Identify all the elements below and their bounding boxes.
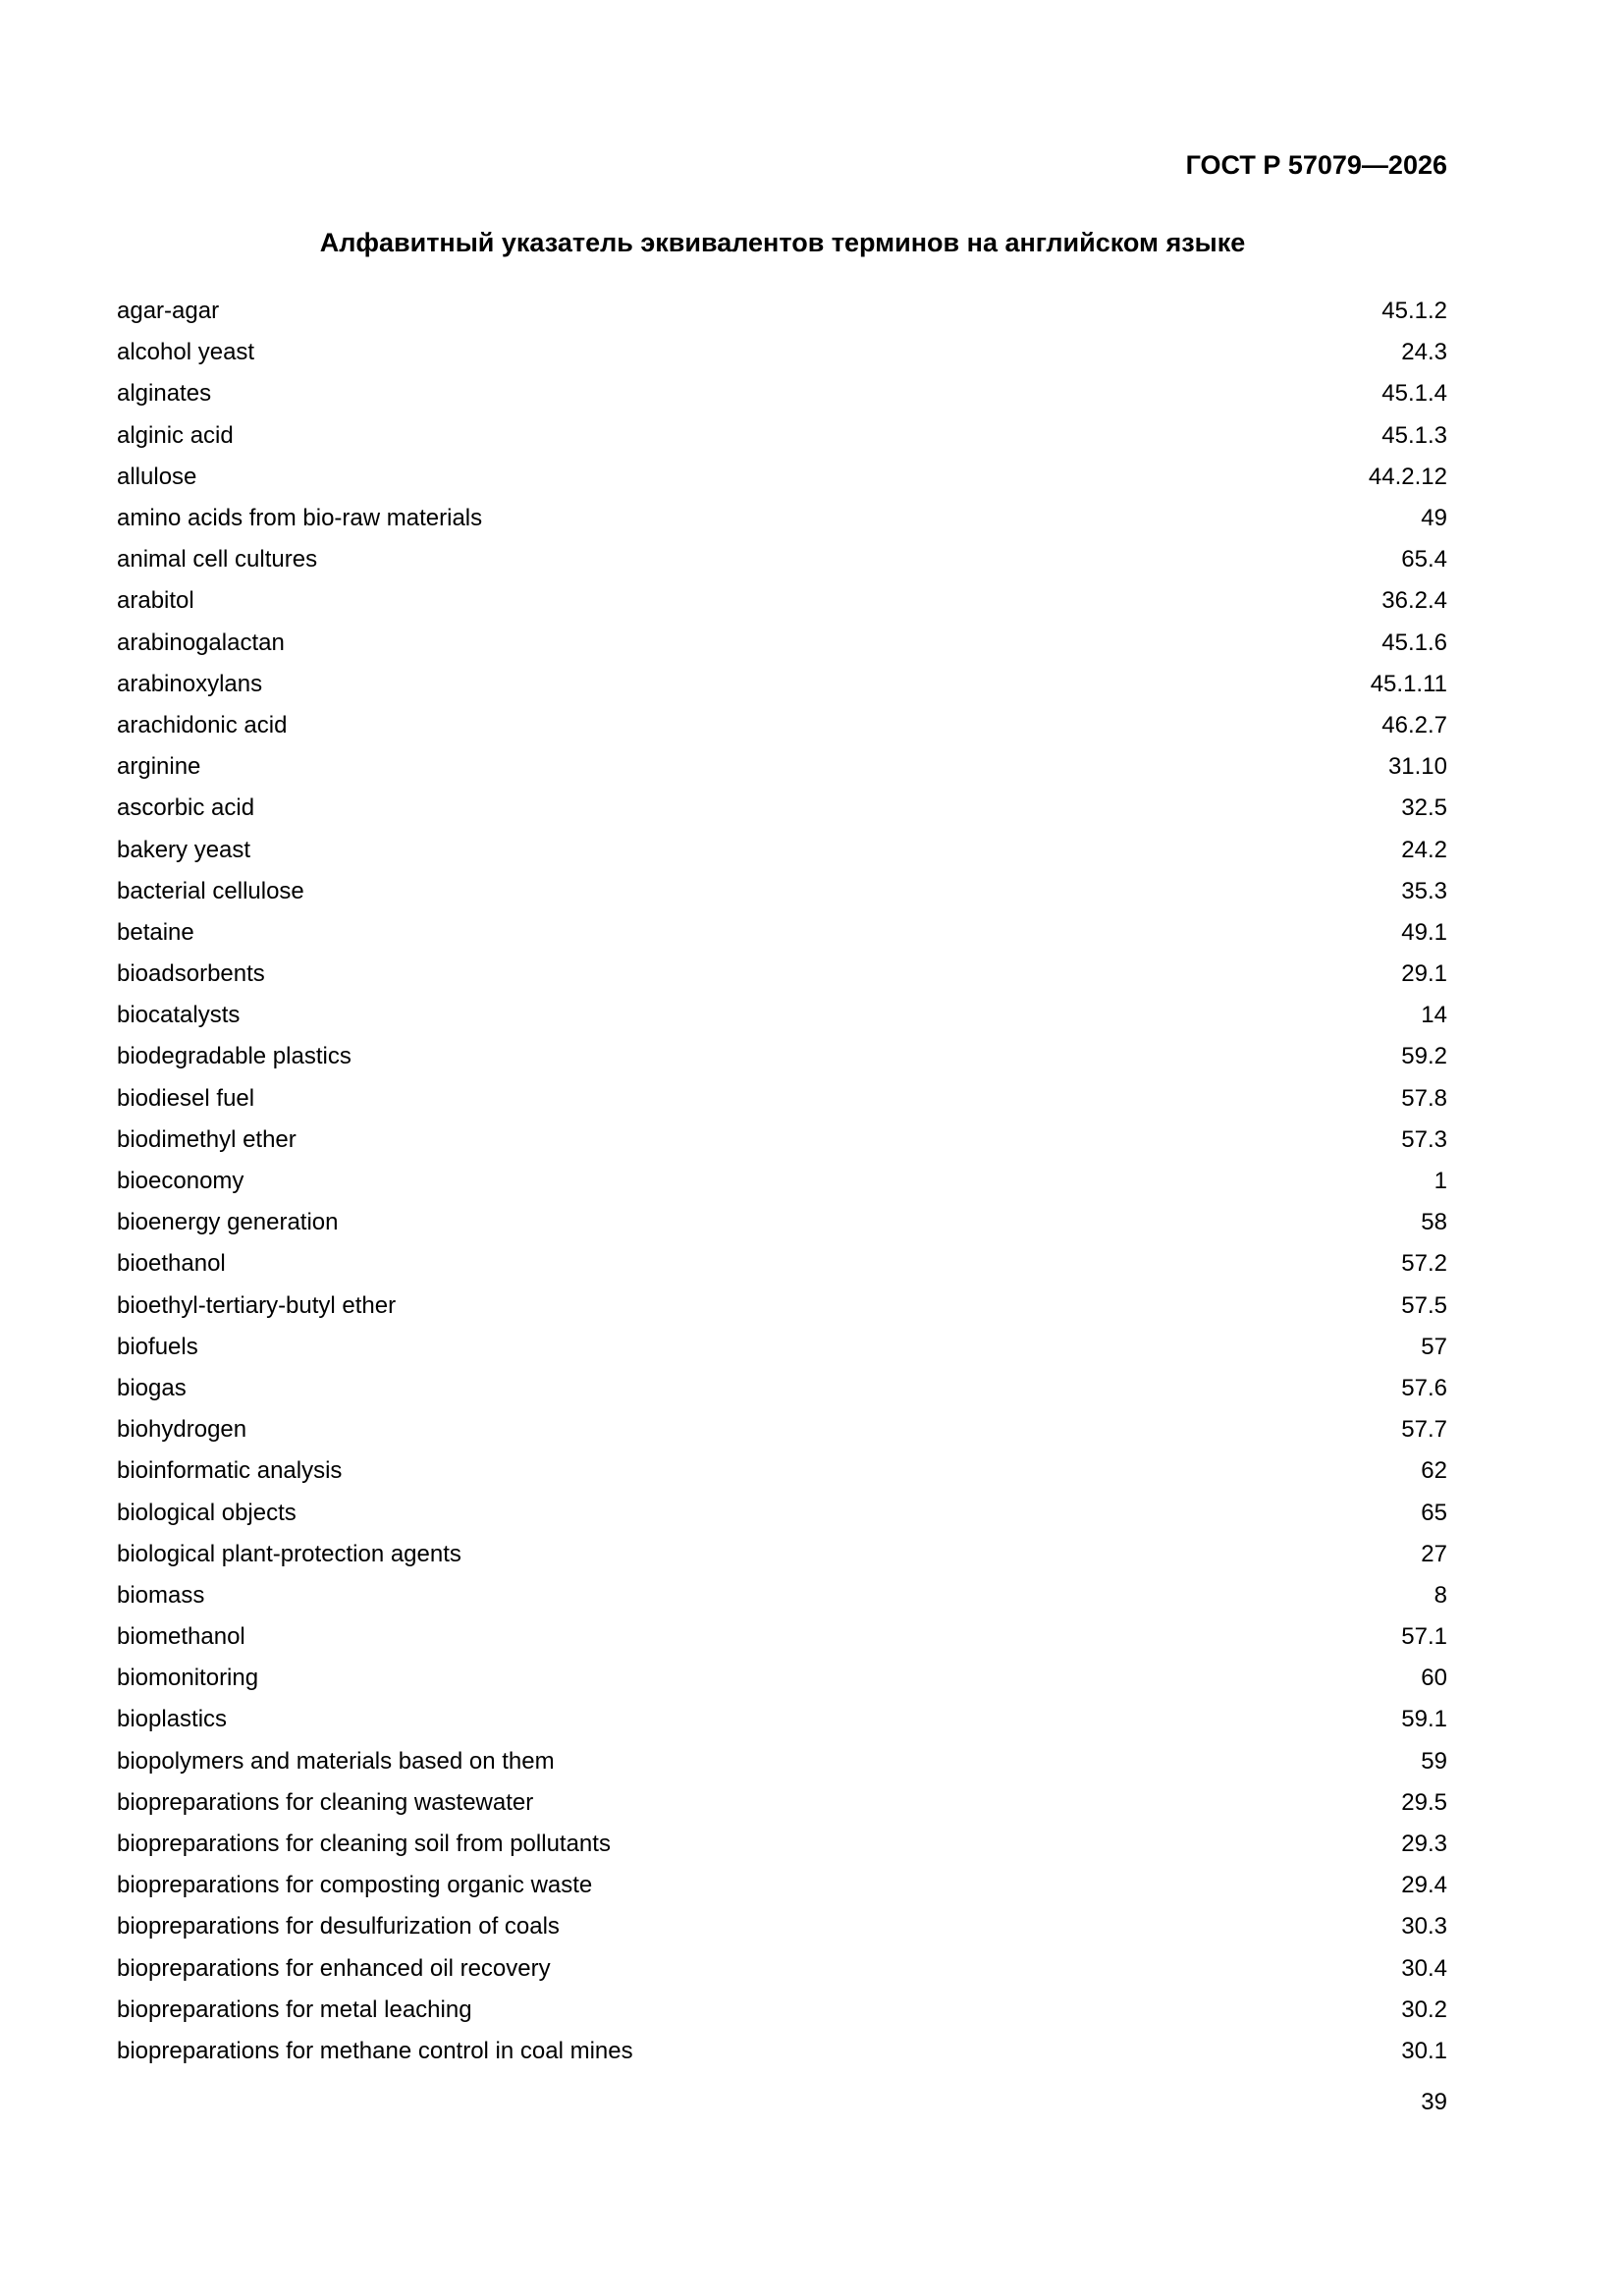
entry-reference: 30.2: [1401, 1995, 1447, 2023]
index-entry: [117, 1327, 1447, 1368]
entry-reference: 59.2: [1401, 1043, 1447, 1070]
index-entry-list: [117, 291, 1447, 2072]
entry-term: alginic acid: [117, 421, 234, 449]
entry-reference: 29.5: [1401, 1788, 1447, 1816]
entry-reference: 32.5: [1401, 794, 1447, 822]
entry-reference: 57.6: [1401, 1374, 1447, 1401]
index-entry: [117, 623, 1447, 664]
index-entry: [117, 664, 1447, 705]
index-entry: [117, 1741, 1447, 1782]
index-entry: [117, 332, 1447, 373]
entry-reference: 62: [1421, 1457, 1447, 1485]
entry-term: biopreparations for cleaning wastewater: [117, 1788, 534, 1816]
entry-term: arabinoxylans: [117, 670, 263, 697]
index-entry: [117, 912, 1447, 954]
entry-term: bacterial cellulose: [117, 877, 304, 904]
entry-term: ascorbic acid: [117, 794, 255, 822]
entry-term: biopreparations for methane control in coal mines: [117, 2037, 633, 2064]
entry-reference: 57.7: [1401, 1416, 1447, 1444]
entry-reference: 29.1: [1401, 960, 1447, 988]
page-number: 39: [1421, 2089, 1447, 2115]
entry-reference: 46.2.7: [1381, 711, 1447, 738]
entry-term: biopreparations for cleaning soil from pollutants: [117, 1831, 611, 1858]
entry-term: biomass: [117, 1581, 205, 1609]
index-entry: [117, 1285, 1447, 1327]
entry-reference: 58: [1421, 1209, 1447, 1236]
entry-term: biohydrogen: [117, 1416, 247, 1444]
entry-term: animal cell cultures: [117, 546, 318, 574]
document-code: ГОСТ Р 57079—2026: [1185, 150, 1447, 180]
entry-term: allulose: [117, 463, 197, 490]
entry-reference: 24.3: [1401, 339, 1447, 366]
index-entry: [117, 580, 1447, 622]
entry-term: biopreparations for metal leaching: [117, 1995, 472, 2023]
entry-term: biopreparations for desulfurization of coals: [117, 1913, 560, 1941]
index-entry: [117, 1534, 1447, 1575]
index-entry: [117, 788, 1447, 829]
index-entry: [117, 1450, 1447, 1492]
entry-reference: 8: [1434, 1581, 1447, 1609]
entry-reference: 57.1: [1401, 1623, 1447, 1651]
entry-reference: 1: [1434, 1168, 1447, 1195]
entry-term: arabinogalactan: [117, 629, 285, 656]
entry-term: biodimethyl ether: [117, 1125, 297, 1153]
index-entry: [117, 1865, 1447, 1906]
index-entry: [117, 1906, 1447, 1947]
entry-reference: 57: [1421, 1333, 1447, 1360]
entry-term: biological plant-protection agents: [117, 1540, 461, 1567]
index-entry: [117, 1824, 1447, 1865]
index-entry: [117, 1492, 1447, 1533]
index-entry: [117, 1202, 1447, 1243]
entry-term: alcohol yeast: [117, 339, 255, 366]
index-entry: [117, 291, 1447, 332]
entry-term: arabitol: [117, 587, 194, 615]
index-entry: [117, 1575, 1447, 1616]
entry-term: arginine: [117, 753, 201, 781]
index-entry: [117, 871, 1447, 912]
entry-term: bioplastics: [117, 1706, 228, 1733]
index-entry: [117, 1616, 1447, 1658]
index-entry: [117, 1078, 1447, 1120]
entry-term: bioeconomy: [117, 1168, 244, 1195]
entry-reference: 65.4: [1401, 546, 1447, 574]
index-entry: [117, 1120, 1447, 1161]
entry-reference: 57.3: [1401, 1125, 1447, 1153]
entry-term: arachidonic acid: [117, 711, 288, 738]
entry-reference: 29.3: [1401, 1831, 1447, 1858]
entry-reference: 57.8: [1401, 1084, 1447, 1112]
entry-reference: 45.1.6: [1381, 629, 1447, 656]
entry-reference: 45.1.3: [1381, 421, 1447, 449]
index-entry: [117, 995, 1447, 1036]
index-entry: [117, 1699, 1447, 1740]
entry-term: biomonitoring: [117, 1665, 259, 1692]
index-entry: [117, 539, 1447, 580]
entry-term: biopolymers and materials based on them: [117, 1747, 555, 1775]
entry-term: bioadsorbents: [117, 960, 265, 988]
index-entry: [117, 498, 1447, 539]
entry-reference: 36.2.4: [1381, 587, 1447, 615]
index-entry: [117, 1368, 1447, 1409]
index-entry: [117, 1409, 1447, 1450]
entry-term: bioethanol: [117, 1250, 226, 1278]
index-entry: [117, 1990, 1447, 2031]
index-title: Алфавитный указатель эквивалентов терминов на английском языке: [319, 228, 1246, 257]
index-entry: [117, 1948, 1447, 1990]
index-entry: [117, 829, 1447, 870]
entry-reference: 57.5: [1401, 1291, 1447, 1319]
entry-reference: 27: [1421, 1540, 1447, 1567]
entry-reference: 30.3: [1401, 1913, 1447, 1941]
entry-term: biodiesel fuel: [117, 1084, 255, 1112]
entry-term: biofuels: [117, 1333, 198, 1360]
entry-term: agar-agar: [117, 298, 220, 325]
entry-term: bakery yeast: [117, 836, 251, 863]
index-entry: [117, 1782, 1447, 1824]
entry-term: alginates: [117, 380, 212, 408]
entry-term: biological objects: [117, 1499, 297, 1526]
index-entry: [117, 1658, 1447, 1699]
index-entry: [117, 415, 1447, 457]
entry-reference: 59: [1421, 1747, 1447, 1775]
index-entry: [117, 705, 1447, 746]
entry-term: bioinformatic analysis: [117, 1457, 343, 1485]
entry-reference: 57.2: [1401, 1250, 1447, 1278]
entry-reference: 45.1.4: [1381, 380, 1447, 408]
entry-term: betaine: [117, 918, 194, 946]
entry-reference: 44.2.12: [1368, 463, 1447, 490]
index-entry: [117, 1036, 1447, 1077]
entry-reference: 31.10: [1387, 753, 1447, 781]
entry-reference: 24.2: [1401, 836, 1447, 863]
entry-reference: 59.1: [1401, 1706, 1447, 1733]
index-entry: [117, 1161, 1447, 1202]
entry-reference: 30.1: [1401, 2037, 1447, 2064]
entry-reference: 49.1: [1401, 918, 1447, 946]
entry-reference: 60: [1421, 1665, 1447, 1692]
index-entry: [117, 746, 1447, 788]
index-entry: [117, 2031, 1447, 2072]
entry-reference: 45.1.2: [1381, 298, 1447, 325]
entry-term: biopreparations for composting organic waste: [117, 1872, 593, 1899]
entry-term: bioethyl-tertiary-butyl ether: [117, 1291, 397, 1319]
entry-term: biocatalysts: [117, 1002, 241, 1029]
entry-reference: 35.3: [1401, 877, 1447, 904]
entry-reference: 14: [1421, 1002, 1447, 1029]
entry-term: biogas: [117, 1374, 187, 1401]
index-entry: [117, 457, 1447, 498]
index-entry: [117, 954, 1447, 995]
entry-term: biopreparations for enhanced oil recovery: [117, 1954, 551, 1982]
entry-reference: 45.1.11: [1370, 670, 1447, 697]
entry-term: amino acids from bio-raw materials: [117, 505, 483, 532]
entry-reference: 30.4: [1401, 1954, 1447, 1982]
entry-reference: 29.4: [1401, 1872, 1447, 1899]
entry-term: bioenergy generation: [117, 1209, 339, 1236]
index-entry: [117, 1243, 1447, 1285]
index-entry: [117, 373, 1447, 414]
entry-term: biodegradable plastics: [117, 1043, 352, 1070]
entry-term: biomethanol: [117, 1623, 245, 1651]
entry-reference: 49: [1421, 505, 1447, 532]
entry-reference: 65: [1421, 1499, 1447, 1526]
